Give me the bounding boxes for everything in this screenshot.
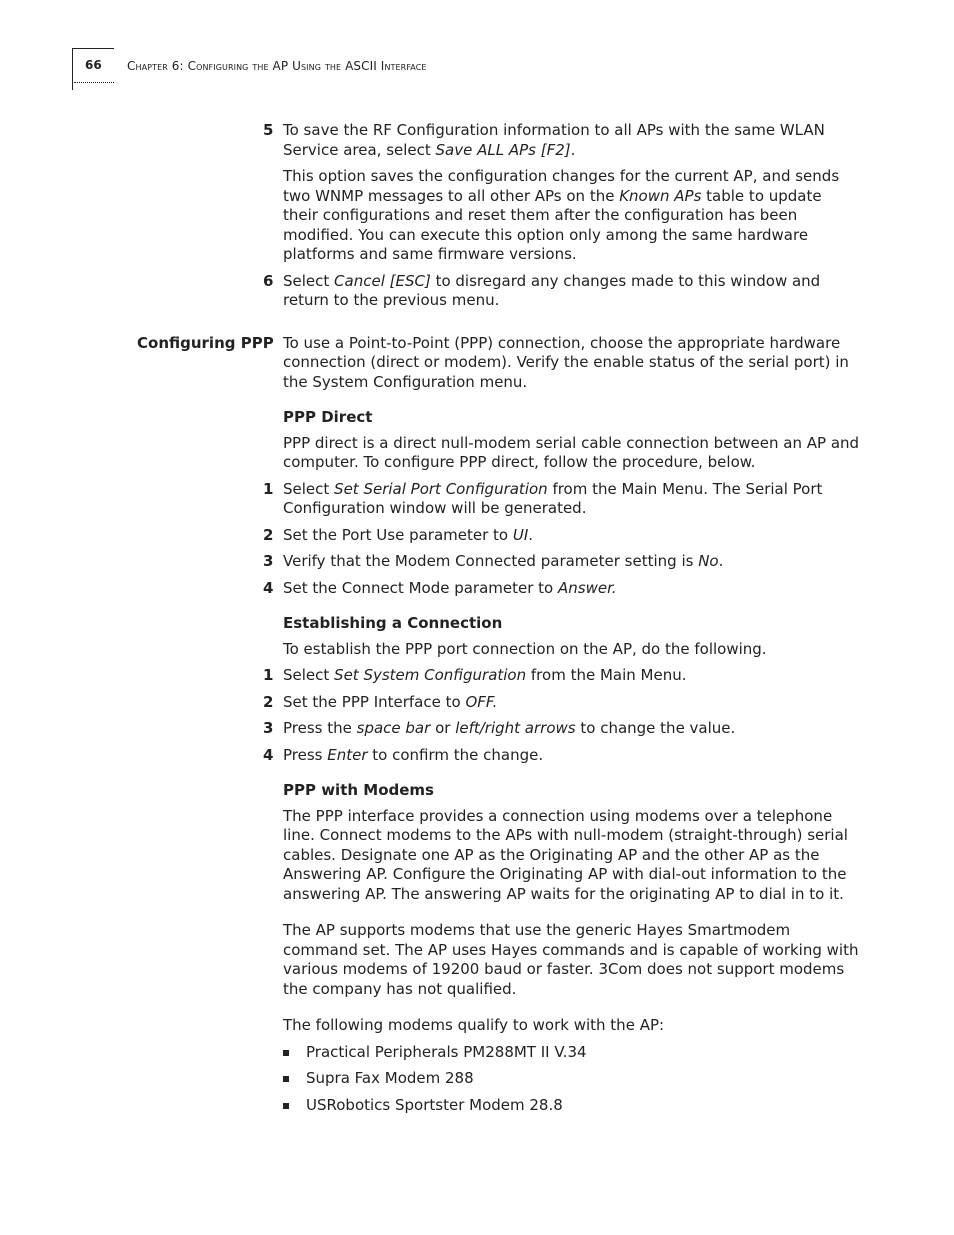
step-number: 1 bbox=[263, 479, 274, 498]
ppp-modems-para-1: The PPP interface provides a connection using modems over a telephone line. Connect modems to the APs with null-modem (straight-through) serial cables. Designate one AP as the Originating AP and the other AP as the Answering AP. Configure the Originating AP with dial-out information to the answering AP. The answering AP waits for the originating AP to dial in to it. bbox=[283, 806, 848, 903]
page-number: 66 bbox=[85, 58, 102, 72]
section-heading: Configuring PPP bbox=[137, 333, 274, 352]
step-number: 2 bbox=[263, 692, 274, 711]
step-number: 3 bbox=[263, 552, 274, 570]
step-number: 1 bbox=[263, 666, 274, 684]
subheading-establishing-connection: Establishing a Connection bbox=[283, 614, 503, 632]
ppp-modems-para-2: The AP supports modems that use the generic Hayes Smartmodem command set. The AP uses Hayes commands and is capable of working with various modems of 19200 baud or faster. 3Com does not support modems the company has not qualified. bbox=[283, 921, 859, 998]
bullet-square-icon bbox=[283, 1103, 289, 1109]
page-content bbox=[137, 121, 861, 1122]
establishing-intro: To establish the PPP port connection on the AP, do the following. bbox=[283, 639, 767, 658]
list-item: Supra Fax Modem 288 bbox=[283, 1069, 861, 1089]
rf-step-6: 6 Select Cancel [ESC] to disregard any changes made to this window and return to the previous menu. bbox=[263, 271, 821, 309]
establishing-step: 3 Press the space bar or left/right arrows to change the value. bbox=[263, 719, 736, 737]
header-rule-horizontal bbox=[72, 48, 114, 49]
section-configuring-ppp bbox=[137, 333, 861, 393]
subheading-ppp-direct: PPP Direct bbox=[283, 408, 373, 426]
list-item: USRobotics Sportster Modem 28.8 bbox=[283, 1096, 861, 1116]
bullet-square-icon bbox=[283, 1076, 289, 1082]
step-number: 4 bbox=[263, 745, 274, 764]
ppp-modems-para-3: The following modems qualify to work with the AP: bbox=[283, 1016, 665, 1034]
step-number: 4 bbox=[263, 578, 274, 597]
ppp-direct-intro: PPP direct is a direct null-modem serial cable connection between an AP and computer. To configure PPP direct, follow the procedure, below. bbox=[283, 433, 860, 471]
establishing-step: 2 Set the PPP Interface to OFF. bbox=[263, 692, 498, 711]
ppp-direct-step: 3 Verify that the Modem Connected parameter setting is No. bbox=[263, 552, 724, 570]
step-number: 2 bbox=[263, 525, 274, 544]
configuring-ppp-intro: To use a Point-to-Point (PPP) connection, choose the appropriate hardware connection (direct or modem). Verify the enable status of the serial port) in the System Configuration menu. bbox=[283, 333, 849, 391]
header-dotted-rule bbox=[74, 82, 114, 83]
header-rule-vertical bbox=[72, 48, 73, 90]
step-number: 5 bbox=[263, 121, 274, 139]
chapter-title: Chapter 6: Configuring the AP Using the ASCII Interface bbox=[127, 59, 427, 73]
ppp-direct-step: 2 Set the Port Use parameter to UI. bbox=[263, 525, 534, 544]
establishing-step: 1 Select Set System Configuration from the Main Menu. bbox=[263, 666, 687, 684]
step-number: 3 bbox=[263, 719, 274, 737]
ppp-direct-step: 1 Select Set Serial Port Configuration from the Main Menu. The Serial Port Configuration window will be generated. bbox=[263, 479, 823, 517]
establishing-step: 4 Press Enter to confirm the change. bbox=[263, 745, 544, 764]
rf-step-5: 5 To save the RF Configuration information to all APs with the same WLAN Service area, select Save ALL APs [F2]. bbox=[263, 121, 825, 159]
bullet-square-icon bbox=[283, 1050, 289, 1056]
rf-note: This option saves the configuration changes for the current AP, and sends two WNMP messages to all other APs on the Known APs table to update their configurations and reset them after the configuration has been modified. You can execute this option only among the same hardware platforms and same firmware versions. bbox=[283, 167, 840, 263]
subheading-ppp-with-modems: PPP with Modems bbox=[283, 781, 434, 799]
ppp-direct-step: 4 Set the Connect Mode parameter to Answer. bbox=[263, 578, 617, 597]
step-number: 6 bbox=[263, 271, 274, 290]
list-item: Practical Peripherals PM288MT II V.34 bbox=[283, 1043, 861, 1063]
